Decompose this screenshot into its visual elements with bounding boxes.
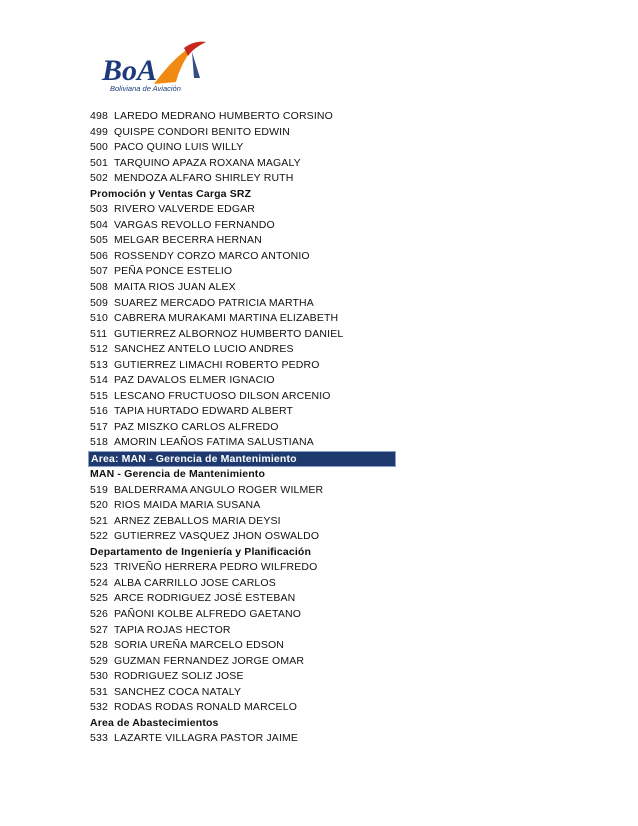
employee-row bbox=[90, 296, 410, 312]
employee-name: ARCE RODRIGUEZ JOSÉ ESTEBAN bbox=[114, 592, 296, 605]
employee-name: MELGAR BECERRA HERNAN bbox=[114, 234, 262, 247]
employee-row bbox=[90, 623, 410, 639]
employee-number: 512 bbox=[90, 343, 108, 356]
employee-number: 501 bbox=[90, 156, 108, 169]
employee-name: GUZMAN FERNANDEZ JORGE OMAR bbox=[114, 654, 305, 667]
employee-name: GUTIERREZ LIMACHI ROBERTO PEDRO bbox=[114, 358, 320, 371]
employee-name: LESCANO FRUCTUOSO DILSON ARCENIO bbox=[114, 389, 331, 402]
area-heading-bar: Area: MAN - Gerencia de Mantenimiento bbox=[88, 451, 396, 467]
employee-row bbox=[90, 638, 410, 654]
section-heading: Promoción y Ventas Carga SRZ bbox=[90, 187, 252, 200]
employee-row bbox=[90, 311, 410, 327]
employee-name: SUAREZ MERCADO PATRICIA MARTHA bbox=[114, 296, 314, 309]
employee-number: 528 bbox=[90, 639, 108, 652]
employee-row bbox=[90, 389, 410, 405]
employee-name: MENDOZA ALFARO SHIRLEY RUTH bbox=[114, 172, 294, 185]
employee-name: PEÑA PONCE ESTELIO bbox=[114, 265, 233, 278]
employee-number: 526 bbox=[90, 607, 108, 620]
employee-row bbox=[90, 373, 410, 389]
employee-row bbox=[90, 233, 410, 249]
employee-number: 519 bbox=[90, 483, 108, 496]
employee-number: 511 bbox=[90, 327, 108, 340]
employee-number: 503 bbox=[90, 203, 108, 216]
employee-number: 527 bbox=[90, 623, 108, 636]
employee-row bbox=[90, 171, 410, 187]
employee-number: 516 bbox=[90, 405, 108, 418]
employee-number: 500 bbox=[90, 141, 108, 154]
logo-wordmark: BoA bbox=[102, 54, 158, 87]
employee-number: 505 bbox=[90, 234, 108, 247]
employee-row bbox=[90, 420, 410, 436]
employee-number: 515 bbox=[90, 389, 108, 402]
employee-row bbox=[90, 280, 410, 296]
employee-name: VARGAS REVOLLO FERNANDO bbox=[114, 218, 275, 231]
employee-row bbox=[90, 140, 410, 156]
employee-number: 509 bbox=[90, 296, 108, 309]
employee-name: TAPIA ROJAS HECTOR bbox=[114, 623, 231, 636]
employee-number: 520 bbox=[90, 499, 108, 512]
employee-list bbox=[90, 109, 410, 747]
employee-row bbox=[90, 700, 410, 716]
employee-number: 514 bbox=[90, 374, 108, 387]
employee-row bbox=[90, 560, 410, 576]
employee-row bbox=[90, 591, 410, 607]
employee-row bbox=[90, 202, 410, 218]
employee-row bbox=[90, 342, 410, 358]
employee-row bbox=[90, 249, 410, 265]
employee-number: 504 bbox=[90, 218, 108, 231]
employee-name: PAZ MISZKO CARLOS ALFREDO bbox=[114, 420, 279, 433]
employee-number: 508 bbox=[90, 281, 108, 294]
employee-row bbox=[90, 669, 410, 685]
employee-row bbox=[90, 156, 410, 172]
employee-name: SORIA UREÑA MARCELO EDSON bbox=[114, 639, 285, 652]
employee-name: RIVERO VALVERDE EDGAR bbox=[114, 203, 256, 216]
employee-row bbox=[90, 358, 410, 374]
logo-wing-icon bbox=[184, 42, 206, 56]
employee-name: SANCHEZ ANTELO LUCIO ANDRES bbox=[114, 343, 294, 356]
employee-number: 502 bbox=[90, 172, 108, 185]
employee-row bbox=[90, 264, 410, 280]
logo-tagline: Boliviana de Aviación bbox=[110, 84, 181, 93]
employee-row bbox=[90, 109, 410, 125]
employee-name: TRIVEÑO HERRERA PEDRO WILFREDO bbox=[114, 561, 318, 574]
employee-row bbox=[90, 404, 410, 420]
employee-number: 521 bbox=[90, 514, 108, 527]
employee-name: RIOS MAIDA MARIA SUSANA bbox=[114, 499, 261, 512]
employee-name: SANCHEZ COCA NATALY bbox=[114, 685, 242, 698]
boa-logo-graphic bbox=[96, 38, 216, 100]
employee-number: 518 bbox=[90, 436, 108, 449]
employee-number: 524 bbox=[90, 576, 108, 589]
section-heading: Departamento de Ingeniería y Planificación bbox=[90, 545, 312, 558]
employee-name: QUISPE CONDORI BENITO EDWIN bbox=[114, 125, 290, 138]
employee-number: 522 bbox=[90, 530, 108, 543]
employee-name: RODAS RODAS RONALD MARCELO bbox=[114, 701, 298, 714]
employee-name: ROSSENDY CORZO MARCO ANTONIO bbox=[114, 249, 310, 262]
employee-name: ALBA CARRILLO JOSE CARLOS bbox=[114, 576, 276, 589]
employee-row bbox=[90, 327, 410, 343]
employee-number: 530 bbox=[90, 670, 108, 683]
employee-number: 533 bbox=[90, 732, 108, 745]
employee-name: PAZ DAVALOS ELMER IGNACIO bbox=[114, 374, 275, 387]
employee-row bbox=[90, 654, 410, 670]
employee-number: 507 bbox=[90, 265, 108, 278]
employee-number: 529 bbox=[90, 654, 108, 667]
employee-row bbox=[90, 514, 410, 530]
employee-number: 499 bbox=[90, 125, 108, 138]
employee-number: 506 bbox=[90, 249, 108, 262]
section-heading: Area de Abastecimientos bbox=[90, 716, 219, 729]
employee-name: BALDERRAMA ANGULO ROGER WILMER bbox=[114, 483, 324, 496]
employee-row bbox=[90, 435, 410, 451]
employee-number: 531 bbox=[90, 685, 108, 698]
employee-row bbox=[90, 218, 410, 234]
employee-name: CABRERA MURAKAMI MARTINA ELIZABETH bbox=[114, 312, 339, 325]
employee-number: 517 bbox=[90, 420, 108, 433]
employee-name: PACO QUINO LUIS WILLY bbox=[114, 141, 244, 154]
employee-name: RODRIGUEZ SOLIZ JOSE bbox=[114, 670, 244, 683]
employee-name: GUTIERREZ ALBORNOZ HUMBERTO DANIEL bbox=[114, 327, 344, 340]
employee-number: 510 bbox=[90, 312, 108, 325]
employee-row bbox=[90, 498, 410, 514]
employee-name: GUTIERREZ VASQUEZ JHON OSWALDO bbox=[114, 530, 320, 543]
employee-number: 523 bbox=[90, 561, 108, 574]
employee-number: 513 bbox=[90, 358, 108, 371]
employee-name: LAZARTE VILLAGRA PASTOR JAIME bbox=[114, 732, 299, 745]
employee-row bbox=[90, 576, 410, 592]
employee-name: TAPIA HURTADO EDWARD ALBERT bbox=[114, 405, 294, 418]
employee-row bbox=[90, 731, 410, 747]
employee-name: AMORIN LEAÑOS FATIMA SALUSTIANA bbox=[114, 436, 314, 449]
employee-number: 525 bbox=[90, 592, 108, 605]
employee-name: TARQUINO APAZA ROXANA MAGALY bbox=[114, 156, 301, 169]
employee-name: ARNEZ ZEBALLOS MARIA DEYSI bbox=[114, 514, 281, 527]
employee-name: MAITA RIOS JUAN ALEX bbox=[114, 281, 236, 294]
employee-name: PAÑONI KOLBE ALFREDO GAETANO bbox=[114, 607, 302, 620]
employee-number: 532 bbox=[90, 701, 108, 714]
employee-row bbox=[90, 483, 410, 499]
employee-row bbox=[90, 529, 410, 545]
employee-number: 498 bbox=[90, 110, 108, 122]
section-heading: MAN - Gerencia de Mantenimiento bbox=[90, 468, 266, 481]
employee-name: LAREDO MEDRANO HUMBERTO CORSINO bbox=[114, 110, 333, 122]
employee-row bbox=[90, 125, 410, 141]
employee-row bbox=[90, 607, 410, 623]
boa-logo bbox=[96, 38, 216, 100]
employee-row bbox=[90, 685, 410, 701]
